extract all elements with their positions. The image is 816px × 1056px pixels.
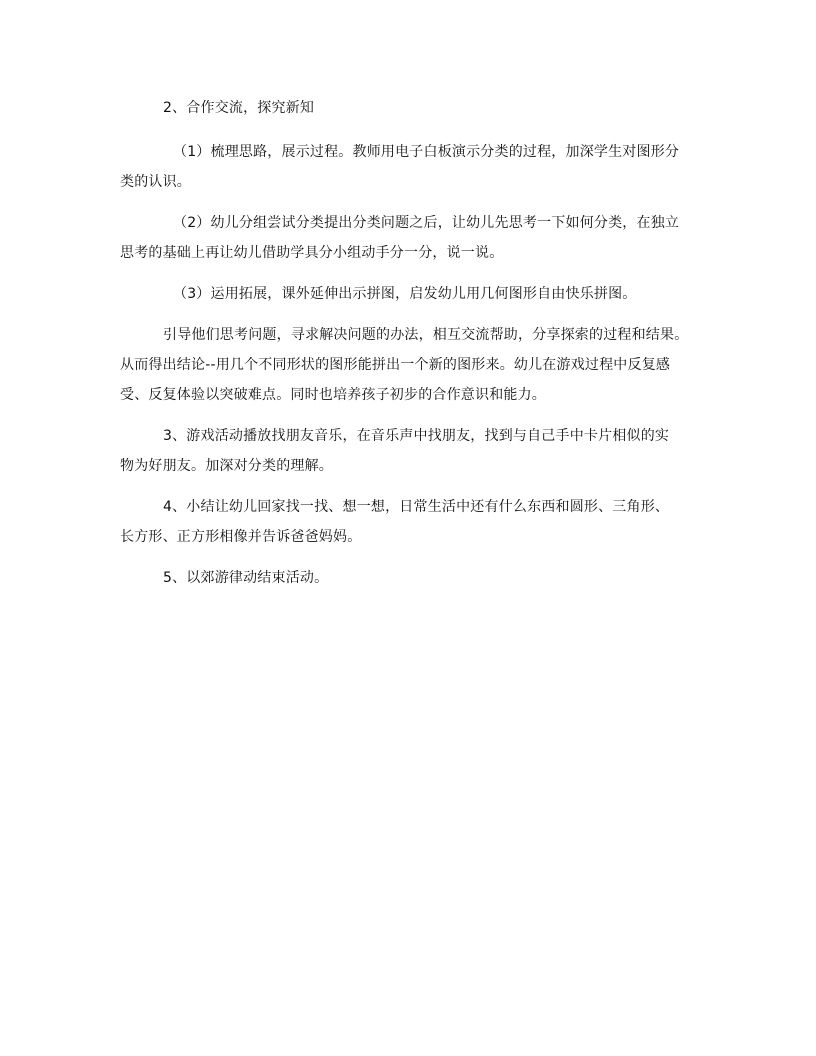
text-line: 引导他们思考问题，寻求解决问题的办法，相互交流帮助，分享探索的过程和结果。 — [163, 327, 689, 343]
text-line: （3）运用拓展，课外延伸出示拼图，启发幼儿用几何图形自由快乐拼图。 — [173, 286, 637, 302]
text-line: 3、游戏活动播放找朋友音乐，在音乐声中找朋友，找到与自己手中卡片相似的实 — [163, 428, 670, 444]
text-line: 4、小结让幼儿回家找一找、想一想，日常生活中还有什么东西和圆形、三角形、 — [163, 499, 670, 515]
text-line: 受、反复体验以突破难点。同时也培养孩子初步的合作意识和能力。 — [120, 387, 546, 403]
paragraph-step-1 — [120, 137, 700, 197]
heading-cooperative-exploration — [120, 93, 700, 123]
paragraph-ending — [120, 563, 700, 593]
paragraph-step-3 — [120, 279, 700, 309]
text-line: 类的认识。 — [120, 174, 191, 190]
text-line: 2、合作交流，探究新知 — [163, 100, 315, 116]
text-line: 思考的基础上再让幼儿借助学具分小组动手分一分，说一说。 — [120, 245, 504, 261]
text-line: （1）梳理思路，展示过程。教师用电子白板演示分类的过程，加深学生对图形分 — [173, 144, 680, 160]
text-line: 物为好朋友。加深对分类的理解。 — [120, 458, 333, 474]
text-line: （2）幼儿分组尝试分类提出分类问题之后，让幼儿先思考一下如何分类，在独立 — [173, 215, 680, 231]
paragraph-summary — [120, 492, 700, 552]
text-line: 从而得出结论--用几个不同形状的图形能拼出一个新的图形来。幼儿在游戏过程中反复感 — [120, 357, 671, 373]
paragraph-step-2 — [120, 208, 700, 268]
paragraph-game-activity — [120, 421, 700, 481]
paragraph-guidance — [120, 320, 700, 410]
text-line: 长方形、正方形相像并告诉爸爸妈妈。 — [120, 529, 362, 545]
text-line: 5、以郊游律动结束活动。 — [163, 570, 329, 586]
